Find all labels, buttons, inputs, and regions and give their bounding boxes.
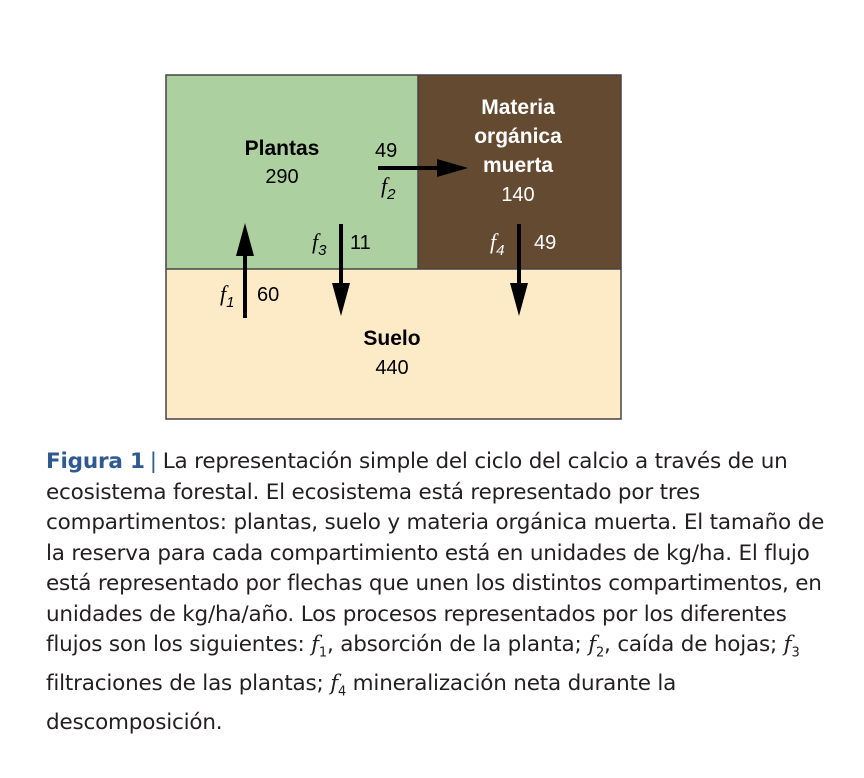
figure-caption — [46, 447, 836, 738]
flux-f4-label: $f_4$ — [490, 229, 505, 259]
caption-f3-sub: 3 — [791, 645, 800, 661]
caption-text-4: filtraciones de las plantas; — [46, 670, 331, 696]
caption-text-5: mineralización neta durante la descomposición. — [46, 670, 677, 735]
plants-title: Plantas — [244, 137, 320, 160]
caption-f4: f — [330, 670, 338, 696]
caption-f2: f — [588, 632, 596, 657]
flux-f1-value: 60 — [257, 284, 280, 306]
caption-text-3: , caída de hojas; — [604, 632, 784, 657]
caption-f1-sub: 1 — [318, 645, 327, 661]
dead-matter-title-line-3: muerta — [482, 154, 554, 177]
flux-f2-value: 49 — [375, 140, 398, 162]
caption-separator: | — [149, 449, 157, 474]
caption-f3: f — [783, 632, 792, 657]
soil-value: 440 — [375, 357, 409, 379]
flux-f3-label: $f_3$ — [312, 229, 327, 259]
caption-f1: f — [311, 632, 319, 657]
caption-f2-sub: 2 — [595, 645, 605, 661]
caption-f4-sub: 4 — [337, 684, 347, 700]
flux-f2-label: $f_2$ — [381, 173, 396, 203]
dead-matter-value: 140 — [501, 184, 535, 206]
figure-label: Figura 1 — [46, 449, 145, 474]
soil-title: Suelo — [363, 327, 421, 350]
dead-matter-title-line-2: orgánica — [474, 125, 562, 148]
caption-text-2: , absorción de la planta; — [326, 632, 589, 657]
flux-f3-value: 11 — [350, 232, 371, 254]
plants-value: 290 — [265, 166, 299, 188]
dead-matter-title-line-1: Materia — [481, 96, 555, 119]
flux-f1-label: $f_1$ — [220, 281, 235, 311]
caption-text-1: La representación simple del ciclo del calcio a través de un ecosistema forestal. El ecosistema está representado por tres compartimentos: plantas, suelo y materia orgánica muerta. El tamaño de la reserva para cada compartimiento está en unidades de kg/ha. El flujo está representado por flechas que unen los distintos compartimentos, en unidades de kg/ha/año. Los procesos representados por los diferentes flujos son los siguientes: — [46, 449, 825, 657]
flux-f4-value: 49 — [534, 232, 557, 254]
